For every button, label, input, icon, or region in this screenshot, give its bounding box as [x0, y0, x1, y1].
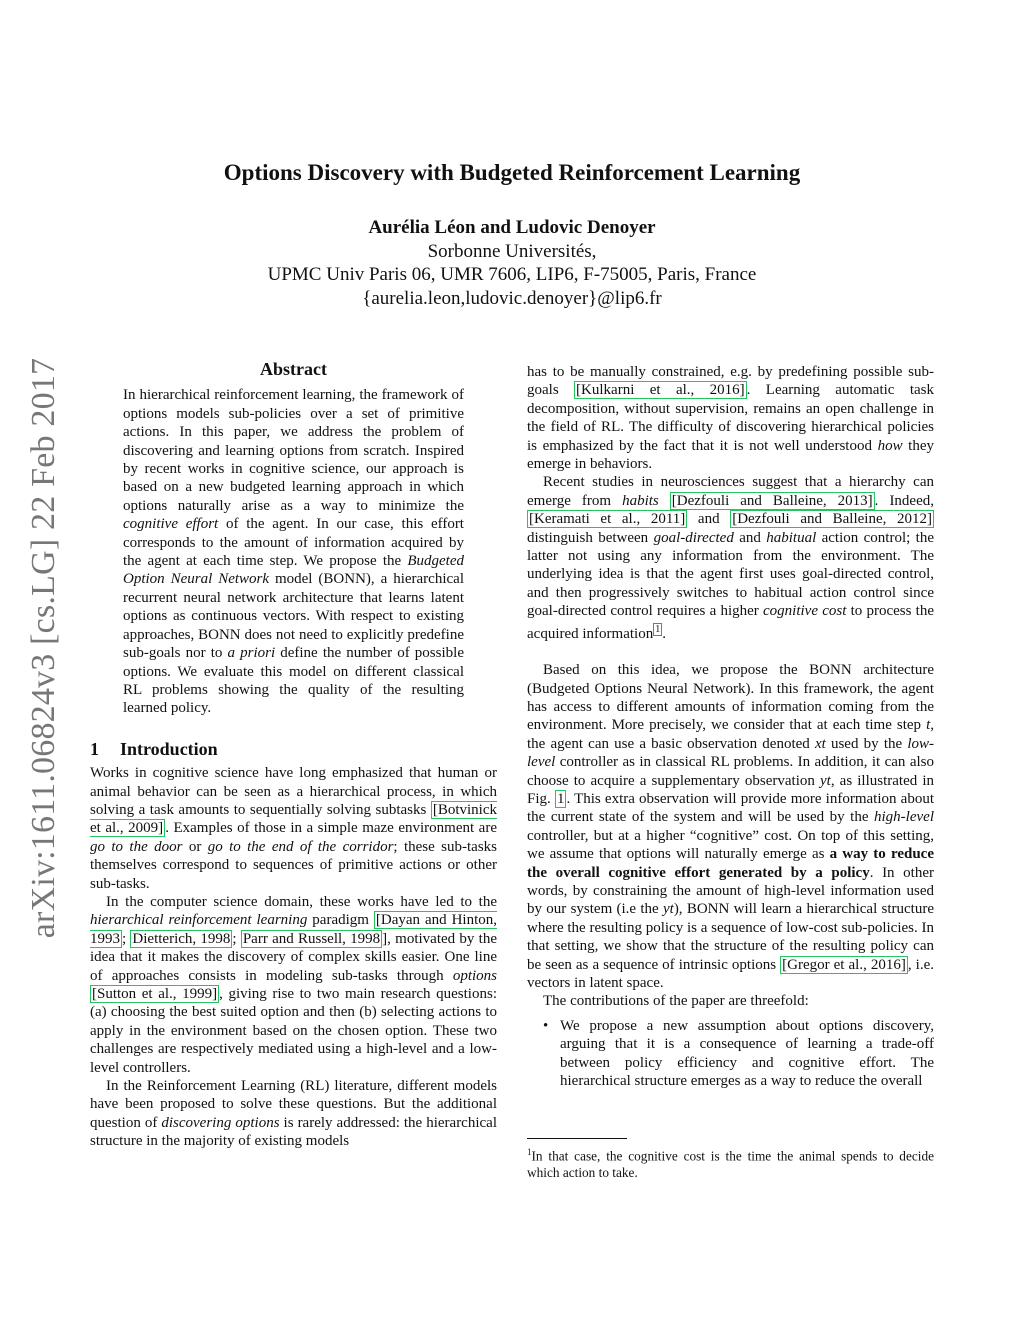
body-text: In the computer science domain, these works have led to the	[106, 893, 497, 910]
body-text: Recent studies in neurosciences suggest that a hierarchy can emerge from	[527, 474, 934, 509]
body-text: used by the	[825, 735, 908, 752]
footnote-text: In that case, the cognitive cost is the time the animal spends to decide which action to take.	[527, 1148, 934, 1180]
emphasis-text: high-level	[874, 809, 934, 826]
body-text: ; these sub-tasks themselves correspond to sequences of primitive actions or other sub-tasks.	[90, 838, 497, 892]
emphasis-text: discovering options	[161, 1114, 280, 1131]
author-email: {aurelia.leon,ludovic.denoyer}@lip6.fr	[362, 287, 662, 309]
body-text: . This extra observation will provide more information about the current state of the system and will be used by the	[527, 790, 934, 826]
right-paragraph-2	[527, 473, 934, 643]
footnote-reference[interactable]: 1	[655, 623, 661, 635]
author-block	[0, 216, 1024, 310]
abstract-text: model (BONN), a hierarchical recurrent neural network architecture that learns latent options as continuous vectors. With respect to existing approaches, BONN does not need to explicitly predefine sub-goals nor to	[123, 571, 464, 662]
citation-link[interactable]: [Dezfouli and Balleine, 2013]	[671, 492, 873, 509]
body-text: , as illustrated in Fig.	[527, 772, 934, 807]
body-text: controller as in classical RL problems. In addition, it can also choose to acquire a supplementary observation	[527, 754, 934, 789]
abstract-emphasis: Budgeted Option Neural Network	[123, 553, 464, 588]
right-paragraph-4: The contributions of the paper are threefold:	[543, 993, 809, 1010]
math-symbol: yt	[662, 901, 674, 918]
body-text: , i.e. vectors in latent space.	[527, 956, 935, 991]
body-text: , giving rise to two main research questions: (a) choosing the best suited option and then (b) selecting actions to apply in the environment based on the chosen option. These two challenges are respectively mediated using a high-level and a low-level controllers.	[90, 986, 497, 1076]
citation-link[interactable]: Dietterich, 1998	[132, 930, 231, 947]
abstract-text: define the number of possible options. We evaluate this model on different classical RL problems showing the quality of the resulting learned policy.	[123, 645, 464, 717]
arxiv-identifier: arXiv:1611.06824v3 [cs.LG] 22 Feb 2017	[25, 357, 62, 939]
body-text: . In other words, by constraining the amount of high-level information used by our system (i.e the	[527, 864, 934, 918]
citation-link[interactable]: [Botvinick et al., 2009]	[90, 801, 497, 837]
left-column	[90, 360, 497, 1151]
emphasis-text: habitual	[766, 529, 817, 546]
emphasis-text: goal-directed	[653, 529, 734, 546]
abstract-body	[123, 386, 464, 717]
body-text: and	[733, 529, 767, 546]
emphasis-text: hierarchical reinforcement learning	[90, 912, 308, 929]
body-text: is rarely addressed: the hierarchical structure in the majority of existing models	[90, 1114, 497, 1150]
intro-paragraph-1	[90, 764, 497, 893]
abstract-emphasis: a priori	[227, 645, 276, 662]
citation-link[interactable]: [Dayan and Hinton, 1993	[90, 912, 497, 947]
body-text: Works in cognitive science have long emphasized that human or animal behavior can be seen as a hierarchical process, in which solving a task amounts to sequentially solving subtasks	[90, 765, 497, 818]
bold-text: a way to reduce the overall cognitive effort generated by a policy	[527, 846, 935, 881]
affiliation-1: Sorbonne Universités,	[427, 240, 597, 262]
paragraph-gap	[527, 643, 934, 661]
body-text: paradigm	[307, 912, 374, 929]
body-text: ;	[122, 930, 131, 947]
author-names: Aurélia Léon and Ludovic Denoyer	[368, 217, 656, 238]
section-heading	[90, 740, 497, 758]
body-text: they emerge in behaviors.	[527, 437, 934, 473]
body-text: ), BONN will learn a hierarchical structure where the resulting policy is a sequence of low-cost sub-policies. In that setting, we show that the structure of the resulting policy can be seen as a sequence of intrinsic options	[527, 901, 934, 973]
footnote-mark: 1	[527, 1147, 532, 1157]
citation-link[interactable]: [Dezfouli and Balleine, 2012]	[732, 511, 932, 528]
emphasis-text: low-level	[527, 735, 934, 771]
bullet-text: We propose a new assumption about options discovery, arguing that it is a consequence of learning a trade-off between policy efficiency and cognitive effort. The hierarchical structure emerges as a way to reduce the overall	[560, 1017, 934, 1090]
body-text: ;	[232, 930, 241, 947]
body-text: controller, but at a higher “cognitive” cost. On top of this setting, we assume that options will naturally emerge as	[527, 827, 934, 863]
body-text: In the Reinforcement Learning (RL) literature, different models have been proposed to solve these questions. But the additional question of	[90, 1078, 497, 1131]
body-text: . Examples of those in a simple maze environment are	[165, 820, 497, 837]
body-text: . Learning automatic task decomposition, without supervision, remains an open challenge in the field of RL. The difficulty of discovering hierarchical policies is emphasized by the fact that it is not well understood	[527, 382, 934, 454]
intro-paragraph-3	[90, 1077, 497, 1151]
section-number: 1	[90, 738, 99, 759]
paper-title: Options Discovery with Budgeted Reinforcement Learning	[223, 160, 801, 185]
body-text: or	[182, 838, 208, 855]
right-column	[527, 363, 934, 1090]
bullet-icon: •	[543, 1017, 549, 1034]
citation-link[interactable]: [Sutton et al., 1999]	[92, 986, 218, 1002]
arxiv-sidebar	[24, 353, 64, 943]
citation-link[interactable]: [Kulkarni et al., 2016]	[576, 382, 745, 399]
body-text	[659, 493, 670, 509]
emphasis-text: how	[877, 437, 903, 454]
body-text: to process the acquired information	[527, 603, 934, 642]
emphasis-text: habits	[622, 492, 659, 509]
body-text: .	[662, 625, 666, 642]
affiliation-2: UPMC Univ Paris 06, UMR 7606, LIP6, F-75005, Paris, France	[267, 264, 757, 285]
right-paragraph-1	[527, 363, 934, 473]
citation-link[interactable]: [Gregor et al., 2016]	[782, 956, 906, 973]
citation-link[interactable]: [Keramati et al., 2011]	[529, 511, 686, 528]
body-text: action control; the latter not using any information from the environment. The underlying idea is that the agent first uses goal-directed control, and then progressively switches to habitual action control since goal-directed control requires a higher	[527, 529, 934, 620]
emphasis-text: go to the door	[90, 838, 183, 855]
contribution-bullet	[527, 1017, 934, 1091]
section-title: Introduction	[120, 738, 218, 759]
body-text: ], motivated by the idea that it makes the discovery of complex skills easier. One line of approaches consists in modeling sub-tasks through	[90, 930, 497, 984]
body-text: . Indeed,	[874, 492, 934, 509]
abstract-heading: Abstract	[260, 359, 327, 379]
footnote	[527, 1144, 934, 1181]
body-text: has to be manually constrained, e.g. by predefining possible sub-goals	[527, 364, 934, 399]
footnote-rule	[527, 1138, 627, 1139]
body-text: Based on this idea, we propose the BONN architecture (Budgeted Options Neural Network). In this framework, the agent has access to different amounts of information coming from the environment. More precisely, we consider that at each time step	[527, 662, 934, 734]
citation-link[interactable]: Parr and Russell, 1998	[242, 930, 381, 947]
abstract-emphasis: cognitive effort	[123, 516, 219, 533]
emphasis-text: go to the end of the corridor	[207, 838, 394, 855]
intro-paragraph-2	[90, 893, 497, 1077]
math-symbol: t	[926, 717, 931, 734]
body-text: distinguish between	[527, 529, 654, 546]
abstract-text: In hierarchical reinforcement learning, the framework of options models sub-policies over a set of primitive actions. In this paper, we address the problem of discovering and learning options from scratch. Inspired by recent works in cognitive science, our approach is based on a new budgeted learning approach in which options naturally arise as a way to minimize the	[123, 387, 464, 514]
emphasis-text: options	[452, 967, 497, 984]
emphasis-text: cognitive cost	[763, 603, 847, 620]
right-paragraph-3	[527, 661, 934, 992]
body-text: , the agent can use a basic observation denoted	[527, 717, 934, 752]
math-symbol: yt	[819, 772, 831, 789]
math-symbol: xt	[814, 735, 826, 752]
figure-link[interactable]: 1	[556, 790, 565, 807]
abstract-text: of the agent. In our case, this effort corresponds to the amount of information acquired by the agent at each time step. We propose the	[123, 516, 464, 570]
body-text: and	[687, 511, 731, 528]
